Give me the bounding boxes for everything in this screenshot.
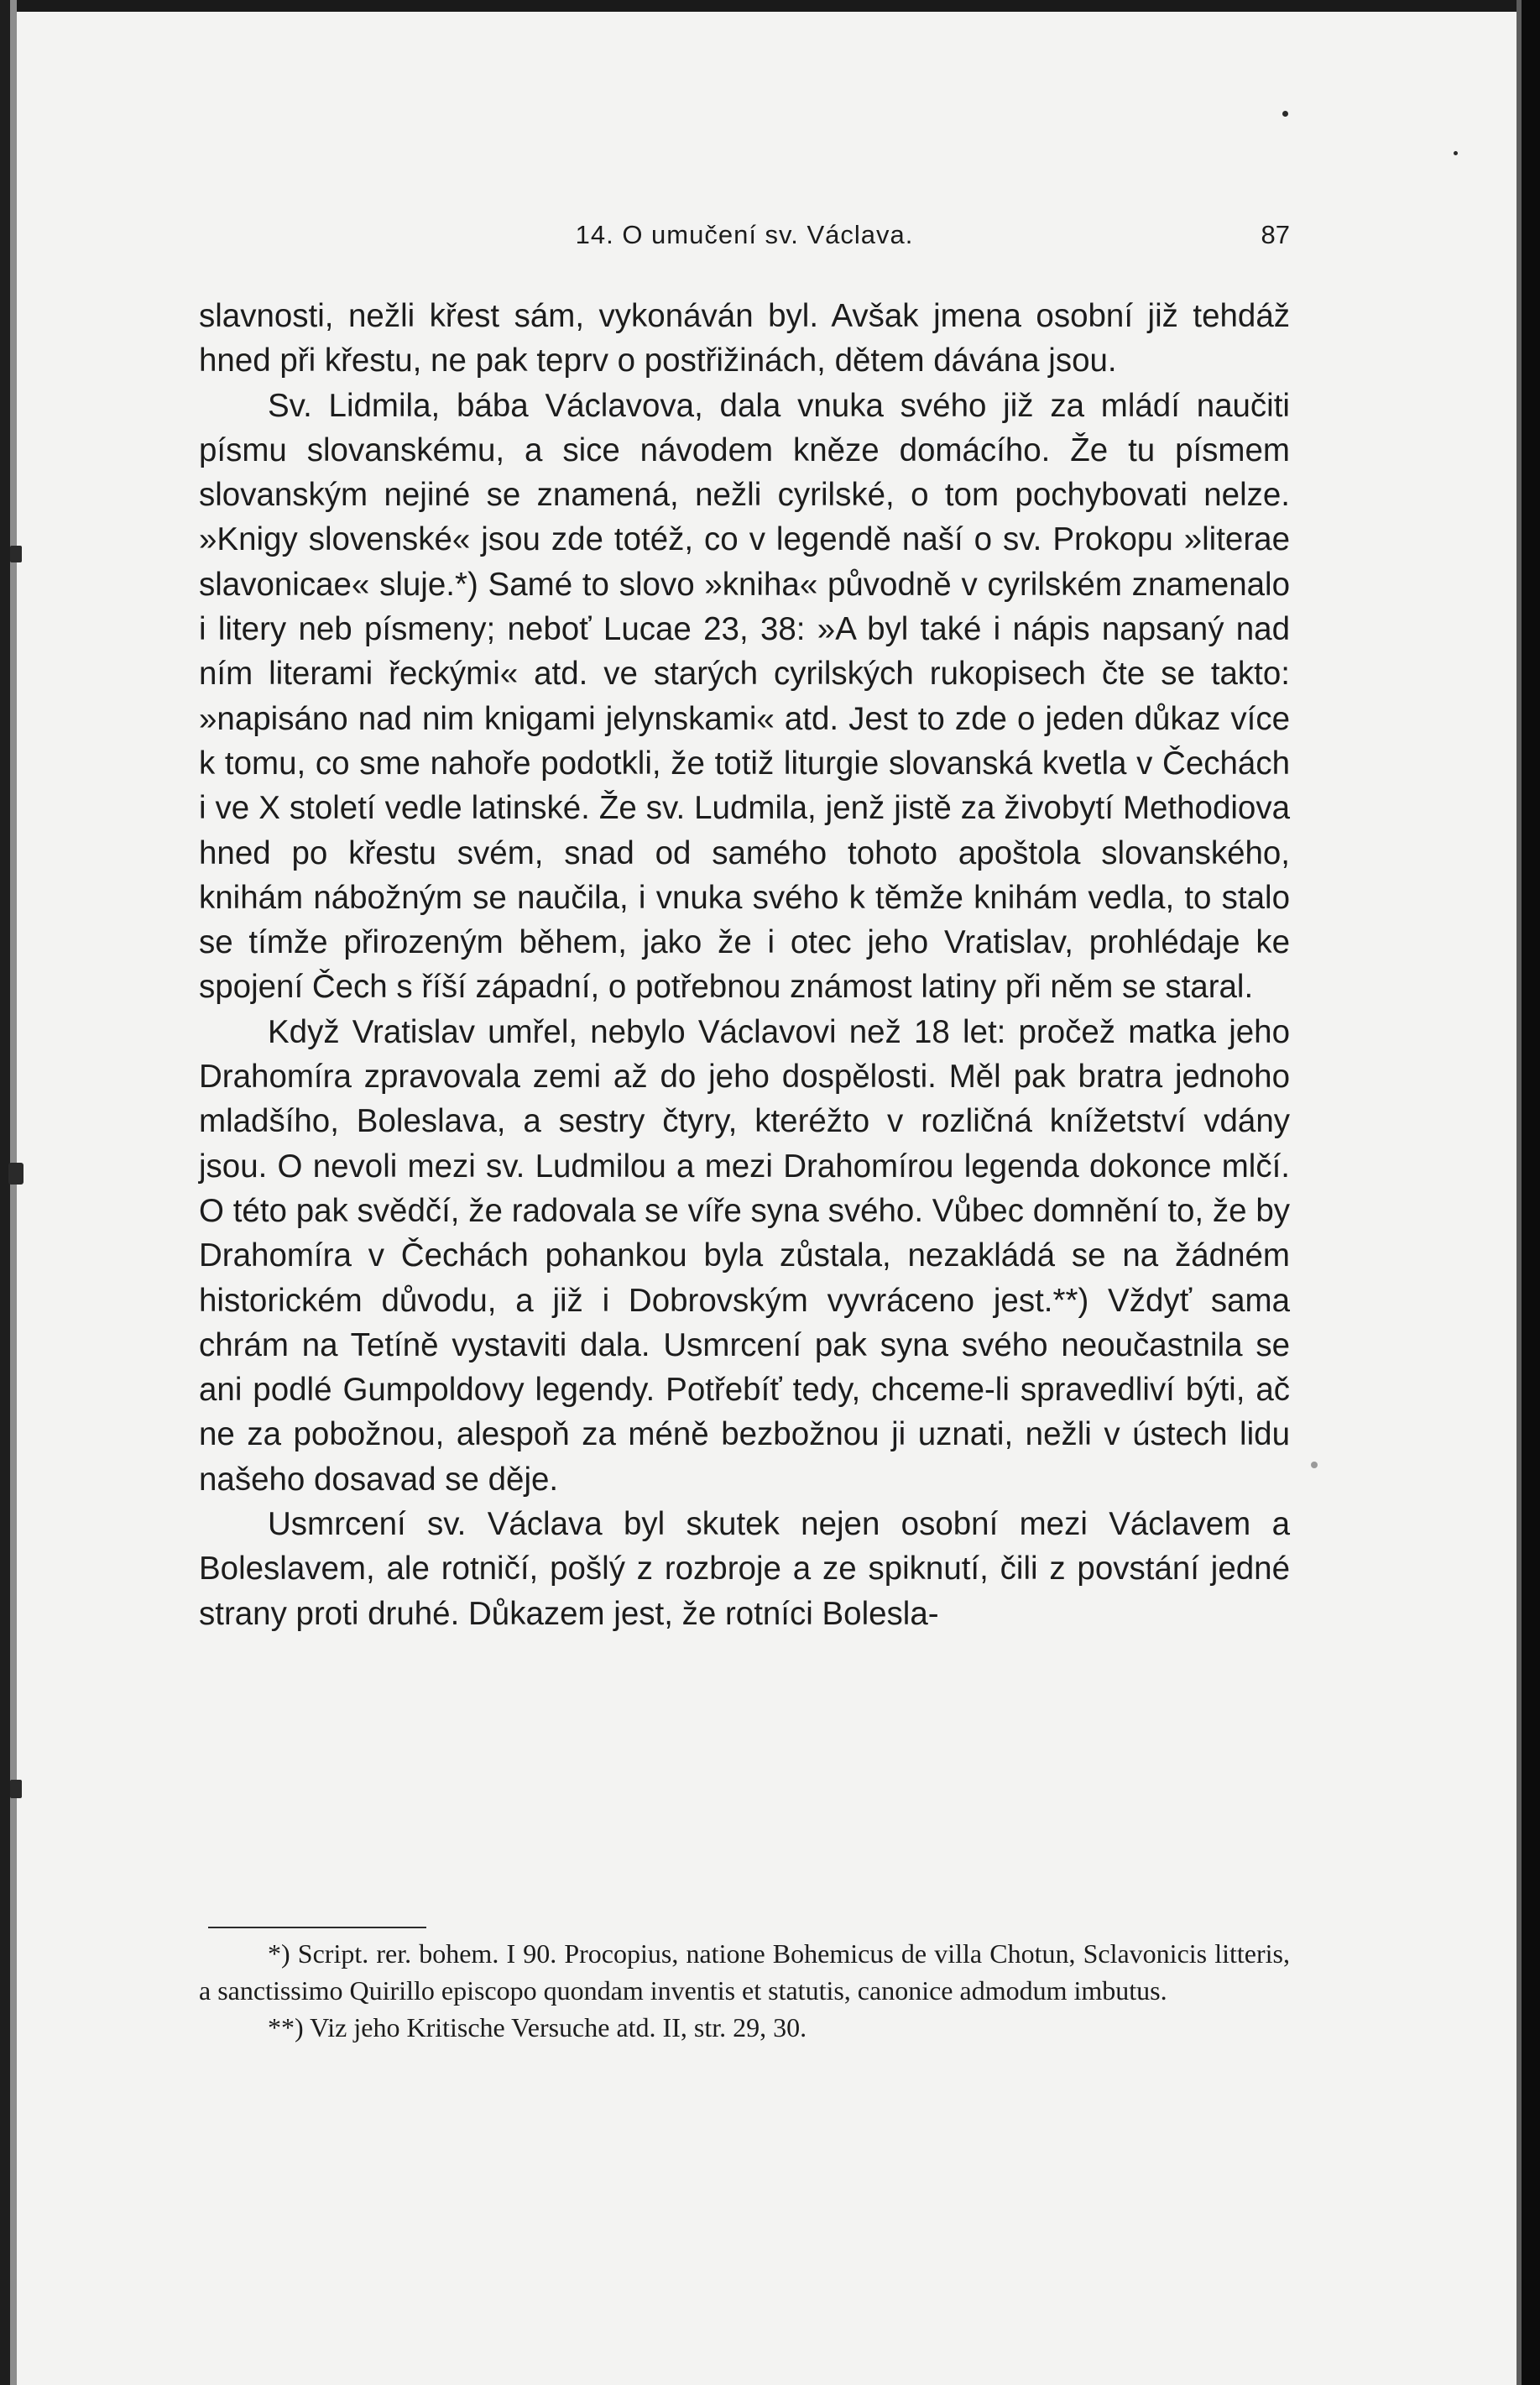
- scan-right-edge-shadow: [1517, 0, 1522, 2385]
- footnote: **) Viz jeho Kritische Versuche atd. II, str. 29, 30.: [268, 2012, 807, 2042]
- scan-left-edge: [0, 0, 10, 2385]
- footnote: *) Script. rer. bohem. I 90. Procopius, natione Bohemicus de villa Chotun, Sclavonicis litteris, a sanctissimo Quirillo episcopo quondam inventis et statutis, canonice admodum imbutus.: [199, 1938, 1290, 2006]
- scan-left-edge-shadow: [10, 0, 17, 2385]
- running-head: [199, 220, 1290, 260]
- speck-mark: [1454, 151, 1458, 155]
- footnote-rule: [208, 1927, 426, 1928]
- scan-top-edge: [0, 0, 1540, 12]
- scan-right-edge: [1522, 0, 1540, 2385]
- body-text: [199, 294, 1290, 1636]
- paragraph: Usmrcení sv. Václava byl skutek nejen osobní mezi Václavem a Boleslavem, ale rotničí, pošlý z rozbroje a ze spiknutí, čili z povstání jedné strany proti druhé. Důkazem jest, že rotníci Bolesla-: [199, 1506, 1290, 1632]
- paragraph: slavnosti, nežli křest sám, vykonáván byl. Avšak jmena osobní již tehdáž hned při křestu, ne pak teprv o postřižinách, dětem dávána jsou.: [199, 298, 1290, 379]
- paragraph: Když Vratislav umřel, nebylo Václavovi než 18 let: pročež matka jeho Drahomíra zpravovala zemi až do jeho dospělosti. Měl pak bratra jednoho mladšího, Boleslava, a sestry čtyry, kteréžto v rozličná knížetství vdány jsou. O nevoli mezi sv. Ludmilou a mezi Drahomírou legenda dokonce mlčí. O této pak svědčí, že radovala se víře syna svého. Vůbec domnění to, že by Drahomíra v Čechách pohankou byla zůstala, nezakládá se na žádném historickém důvodu, a již i Dobrovským vyvráceno jest.**) Vždyť sama chrám na Tetíně vystaviti dala. Usmrcení pak syna svého neoučastnila se ani podlé Gumpoldovy legendy. Potřebíť tedy, chceme-li spravedliví býti, ač ne za pobožnou, alespoň za méně bezbožnou ji uznati, nežli v ústech lidu našeho dosavad se děje.: [199, 1013, 1290, 1498]
- page-number: 87: [1261, 220, 1290, 249]
- footnotes: [199, 1935, 1290, 2046]
- binding-mark: [10, 1780, 22, 1798]
- speck-mark: [1311, 1462, 1318, 1468]
- binding-mark: [8, 1163, 23, 1185]
- paragraph: Sv. Lidmila, bába Václavova, dala vnuka svého již za mládí naučiti písmu slovanskému, a sice návodem kněze domácího. Že tu písmem slovanským nejiné se znamená, nežli cyrilské, o tom pochybovati nelze. »Knigy slovenské« jsou zde totéž, co v legendě naší o sv. Prokopu »literae slavonicae« sluje.*) Samé to slovo »kniha« původně v cyrilském znamenalo i litery neb písmeny; neboť Lucae 23, 38: »A byl také i nápis napsaný nad ním literami řeckými« atd. ve starých cyrilských rukopisech čte se takto: »napisáno nad nim knigami jelynskami« atd. Jest to zde o jeden důkaz více k tomu, co sme nahoře podotkli, že totiž liturgie slovanská kvetla v Čechách i ve X století vedle latinské. Že sv. Ludmila, jenž jistě za živobytí Methodiova hned po křestu svém, snad od samého tohoto apoštola slovanského, knihám nábožným se naučila, i vnuka svého k těmže knihám vedla, to stalo se tímže přirozeným během, jako že i otec jeho Vratislav, prohlédaje ke spojení Čech s říší západní, o potřebnou známost latiny při něm se staral.: [199, 387, 1290, 1006]
- chapter-title: 14. O umučení sv. Václava.: [575, 220, 914, 249]
- speck-mark: [1282, 111, 1288, 117]
- binding-mark: [10, 546, 22, 562]
